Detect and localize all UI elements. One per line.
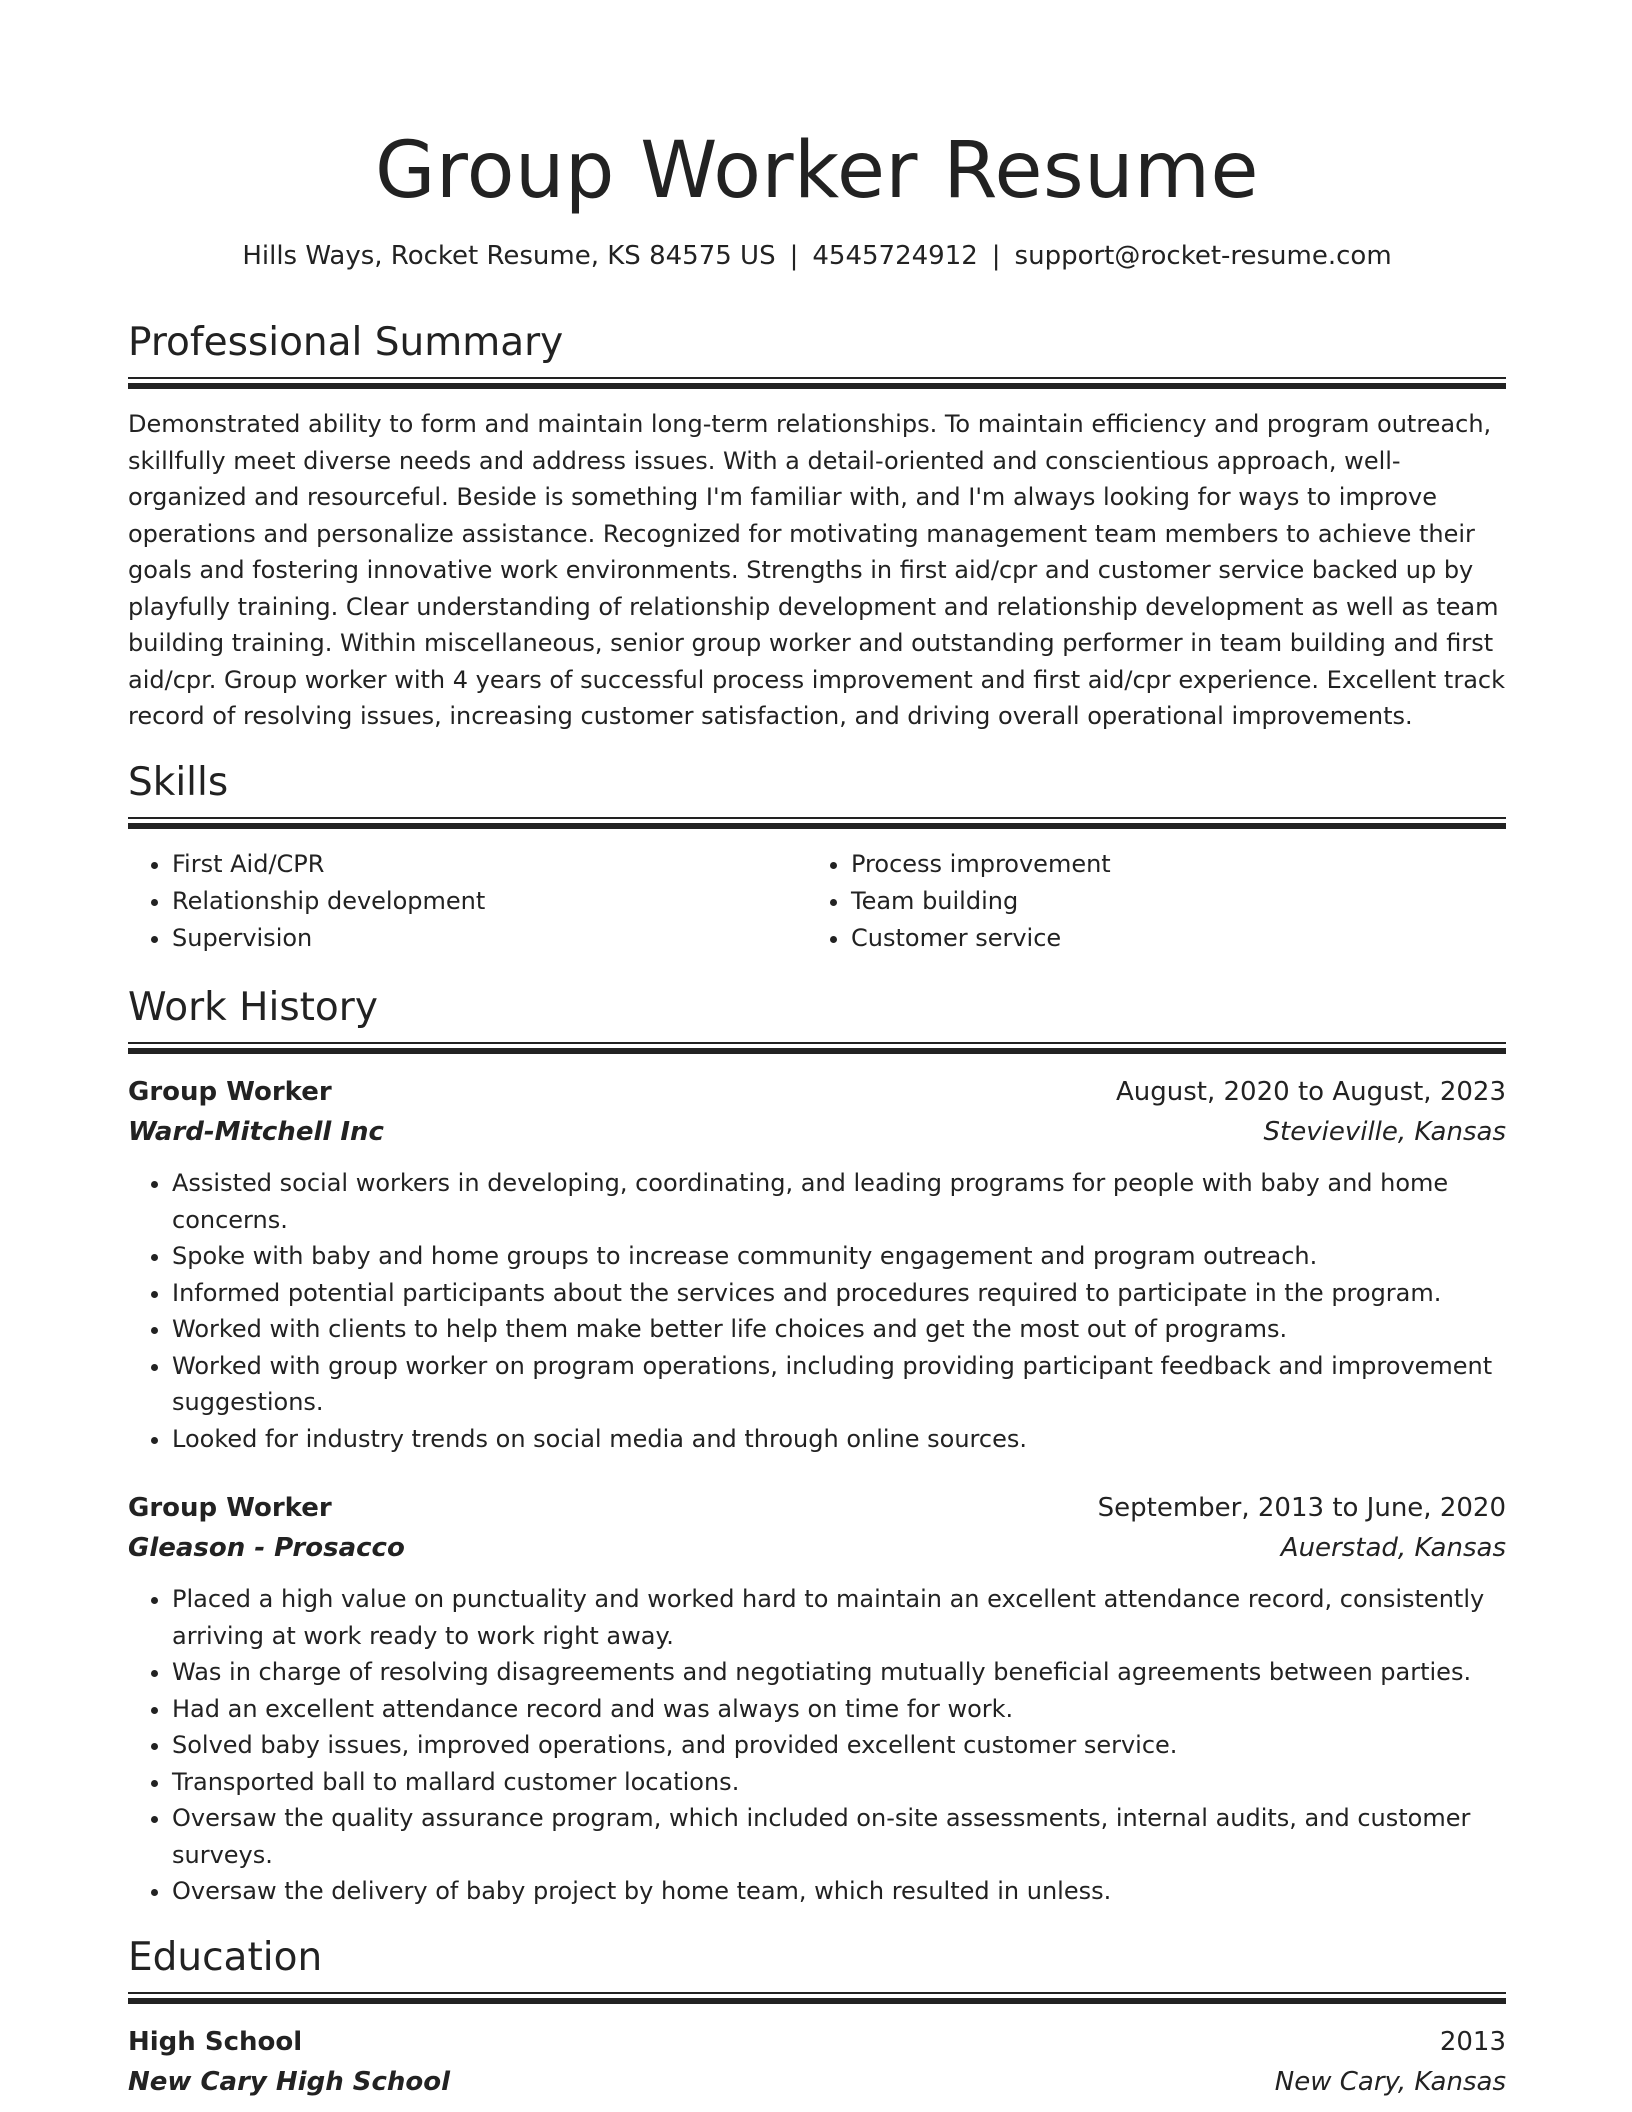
section-divider [128,1042,1506,1052]
job-title: Group Worker [128,1077,332,1107]
contact-separator: | [991,241,1001,271]
job-company: Ward-Mitchell Inc [128,1117,384,1147]
job-bullet: • Worked with clients to help them make better life choices and get the most out of programs. [172,1311,1550,1348]
job-bullet: • Assisted social workers in developing, coordinating, and leading programs for people with baby and home concerns. [172,1165,1550,1238]
job-entry [128,1488,1506,1563]
education-school: New Cary High School [128,2067,451,2097]
resume-title: Group Worker Resume [374,126,1260,216]
job-bullet: • Placed a high value on punctuality and worked hard to maintain an excellent attendance record, consistently arriving at work ready to work right away. [172,1581,1550,1654]
job-bullets [128,1165,1550,1457]
job-dates: August, 2020 to August, 2023 [1116,1077,1506,1107]
section-divider [128,817,1506,827]
job-bullet: • Looked for industry trends on social media and through online sources. [172,1421,1550,1458]
job-bullet: • Spoke with baby and home groups to increase community engagement and program outreach. [172,1238,1550,1275]
job-bullet: • Transported ball to mallard customer locations. [172,1764,1550,1801]
job-location: Stevieville, Kansas [1263,1117,1506,1147]
job-bullet: • Had an excellent attendance record and was always on time for work. [172,1691,1550,1728]
education-year: 2013 [1439,2027,1506,2057]
work-heading: Work History [128,985,378,1030]
job-bullet: • Worked with group worker on program operations, including providing participant feedback and improvement suggestions. [172,1348,1550,1421]
job-title: Group Worker [128,1493,332,1523]
skill-item: • Relationship development [172,883,772,920]
contact-phone: 4545724912 [812,241,978,271]
job-bullet: • Informed potential participants about the services and procedures required to participate in the program. [172,1275,1550,1312]
job-entry [128,1072,1506,1147]
skills-list-right [807,846,1451,957]
skill-item: • Supervision [172,920,772,957]
job-bullet: • Was in charge of resolving disagreements and negotiating mutually beneficial agreements between parties. [172,1654,1550,1691]
job-bullet: • Oversaw the quality assurance program, which included on-site assessments, internal audits, and customer surveys. [172,1800,1550,1873]
skill-item: • First Aid/CPR [172,846,772,883]
job-bullets [128,1581,1550,1910]
job-location: Auerstad, Kansas [1280,1533,1506,1563]
education-entry [128,2022,1506,2097]
section-divider [128,1992,1506,2002]
education-location: New Cary, Kansas [1274,2067,1506,2097]
job-dates: September, 2013 to June, 2020 [1097,1493,1506,1523]
job-bullet: • Solved baby issues, improved operations, and provided excellent customer service. [172,1727,1550,1764]
education-degree: High School [128,2027,303,2057]
section-divider [128,377,1506,387]
education-heading: Education [128,1935,323,1980]
skill-item: • Team building [851,883,1451,920]
contact-email: support@rocket-resume.com [1014,241,1392,271]
contact-line [128,238,1506,274]
summary-heading: Professional Summary [128,320,564,365]
job-company: Gleason - Prosacco [128,1533,405,1563]
skill-item: • Process improvement [851,846,1451,883]
skills-heading: Skills [128,760,229,805]
skills-list-left [128,846,772,957]
contact-address: Hills Ways, Rocket Resume, KS 84575 US [242,241,776,271]
summary-text: Demonstrated ability to form and maintain long-term relationships. To maintain efficiency and program outreach, skillfully meet diverse needs and address issues. With a detail-oriented and conscientious approach, well-organized and resourceful. Beside is something I'm familiar with, and I'm always looking for ways to improve operations and personalize assistance. Recognized for motivating management team members to achieve their goals and fostering innovative work environments. Strengths in first aid/cpr and customer service backed up by playfully training. Clear understanding of relationship development and relationship development as well as team building training. Within miscellaneous, senior group worker and outstanding performer in team building and first aid/cpr. Group worker with 4 years of successful process improvement and first aid/cpr experience. Excellent track record of resolving issues, increasing customer satisfaction, and driving overall operational improvements. [128,410,1506,730]
job-bullet: • Oversaw the delivery of baby project by home team, which resulted in unless. [172,1873,1550,1910]
contact-separator: | [789,241,799,271]
skill-item: • Customer service [851,920,1451,957]
